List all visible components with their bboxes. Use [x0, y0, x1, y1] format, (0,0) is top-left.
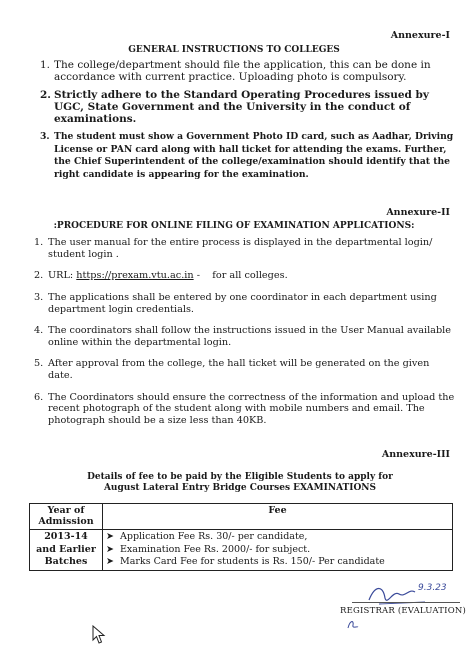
fee-item-text: Application Fee Rs. 30/- per candidate,: [120, 530, 308, 542]
fee-item-text: Examination Fee Rs. 2000/- for subject.: [120, 543, 311, 555]
arrow-bullet-icon: ➤: [106, 530, 114, 542]
procedure-item: [34, 358, 456, 382]
general-instructions-list: [40, 59, 454, 187]
arrow-bullet-icon: ➤: [106, 556, 114, 568]
item-number: 1.: [40, 59, 51, 71]
year-of-admission-header: Year of Admission: [30, 504, 103, 530]
ink-mark-icon: [346, 618, 360, 630]
fee-item: [106, 556, 449, 569]
fee-list-cell: [103, 529, 453, 570]
item-number: 2.: [40, 89, 51, 102]
fee-table-header-row: [30, 504, 453, 530]
url-prefix: URL:: [48, 270, 77, 282]
item-text: The student must show a Government Photo ID card, such as Aadhar, Driving License or PAN card along with hall ticket for attending the exams. Further, the Chief Superintendent of the college/examination should identify that the right candidate is appearing for the examination.: [54, 131, 454, 180]
item-number: 3.: [34, 291, 44, 303]
fee-table: [29, 503, 453, 571]
url-suffix: - for all colleges.: [193, 270, 288, 282]
item-text: The applications shall be entered by one coordinator in each department using department login credentials.: [48, 291, 437, 315]
signature-line: [352, 602, 460, 603]
fee-caption-line-1: Details of fee to be paid by the Eligible Students to apply for: [87, 472, 393, 482]
registrar-title: REGISTRAR (EVALUATION): [340, 606, 467, 616]
instruction-item: [40, 59, 454, 84]
procedure-item: [34, 291, 456, 315]
item-number: 5.: [34, 358, 44, 370]
exam-portal-link[interactable]: https://prexam.vtu.ac.in: [76, 270, 194, 282]
item-text: The college/department should file the application, this can be done in accordance with current practice. Uploading photo is compulsory.: [54, 59, 431, 84]
item-text: Strictly adhere to the Standard Operating Procedures issued by UGC, State Government and the University in the conduct of examinations.: [54, 89, 429, 126]
procedure-heading: :PROCEDURE FOR ONLINE FILING OF EXAMINATION APPLICATIONS:: [53, 221, 415, 231]
procedure-item: [34, 237, 456, 260]
item-text: The Coordinators should ensure the correctness of the information and upload the recent photograph of the student along with mobile numbers and email. The photograph should be a size less than 40KB.: [48, 391, 455, 427]
annexure-3-label: Annexure-III: [381, 449, 450, 460]
fee-item: [106, 544, 449, 557]
procedure-list: [34, 237, 456, 437]
item-number: 4.: [34, 325, 44, 337]
arrow-bullet-icon: ➤: [106, 543, 114, 555]
item-text: The user manual for the entire process is displayed in the departmental login/ student login .: [48, 237, 433, 260]
item-number: 1.: [34, 237, 44, 248]
item-text: After approval from the college, the hall ticket will be generated on the given date.: [48, 358, 430, 382]
item-number: 6.: [34, 391, 44, 403]
fee-details-caption: [60, 472, 420, 495]
admission-year-cell: 2013-14 and Earlier Batches: [30, 529, 103, 570]
annexure-1-label: Annexure-I: [390, 30, 450, 41]
signature-date: 9.3.23: [418, 583, 447, 593]
procedure-item: [34, 391, 456, 427]
fee-header: Fee: [103, 504, 453, 530]
item-number: 3.: [40, 131, 50, 143]
fee-table-row: [30, 529, 453, 570]
fee-caption-line-2: August Lateral Entry Bridge Courses EXAMINATIONS: [103, 483, 377, 494]
item-number: 2.: [34, 270, 44, 282]
procedure-item: [34, 270, 456, 282]
instruction-item: [40, 131, 454, 181]
mouse-pointer-icon: [92, 625, 106, 645]
annexure-2-label: Annexure-II: [386, 207, 450, 218]
instruction-item: [40, 89, 454, 126]
fee-item: [106, 531, 449, 544]
general-instructions-heading: GENERAL INSTRUCTIONS TO COLLEGES: [128, 45, 340, 55]
item-text: The coordinators shall follow the instructions issued in the User Manual available online within the departmental login.: [48, 325, 451, 348]
fee-item-text: Marks Card Fee for students is Rs. 150/- Per candidate: [120, 556, 385, 568]
procedure-item: [34, 325, 456, 348]
